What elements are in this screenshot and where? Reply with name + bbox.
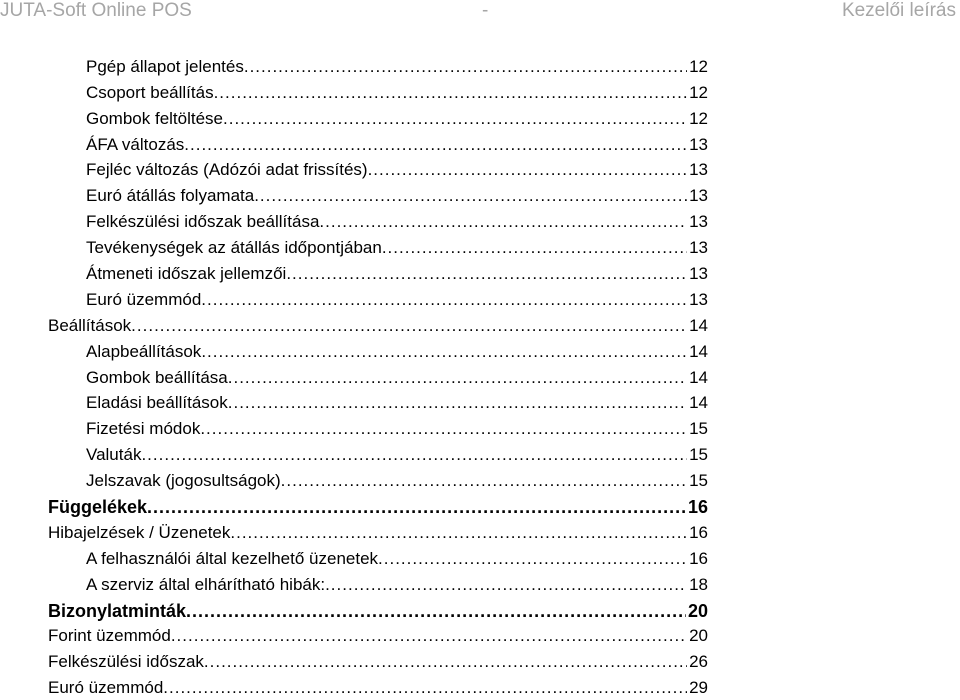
toc-dot-leader — [319, 212, 687, 232]
toc-entry-title: Euró átállás folyamata — [86, 186, 255, 206]
toc-entry-page-number: 13 — [689, 186, 708, 206]
toc-entry[interactable] — [0, 390, 960, 416]
toc-dot-leader — [186, 601, 686, 621]
toc-entry-page-number: 14 — [689, 367, 708, 387]
toc-entry-title: Hibajelzések / Üzenetek — [48, 522, 231, 542]
toc-dot-leader — [147, 497, 686, 517]
toc-entry[interactable] — [0, 182, 960, 208]
toc-dot-leader — [281, 471, 687, 491]
toc-entry[interactable] — [0, 674, 960, 700]
toc-dot-leader — [184, 135, 687, 155]
toc-dot-leader — [214, 83, 688, 103]
toc-entry-page-number: 13 — [689, 264, 708, 284]
toc-entry-title: Tevékenységek az átállás időpontjában — [86, 238, 382, 258]
toc-entry[interactable] — [0, 260, 960, 286]
toc-entry-page-number: 13 — [689, 238, 708, 258]
toc-entry-title: Beállítások — [48, 315, 132, 335]
toc-dot-leader — [141, 445, 687, 465]
toc-entry-page-number: 16 — [689, 522, 708, 542]
toc-entry-page-number: 12 — [689, 82, 708, 102]
toc-dot-leader — [204, 652, 687, 672]
toc-dot-leader — [228, 368, 687, 388]
toc-dot-leader — [200, 419, 687, 439]
toc-entry-page-number: 12 — [689, 108, 708, 128]
toc-entry[interactable] — [0, 623, 960, 649]
toc-entry-title: Euró üzemmód — [48, 678, 164, 698]
toc-entry-title: Gombok beállítása — [86, 367, 228, 387]
toc-entry[interactable] — [0, 338, 960, 364]
toc-entry-title: Átmeneti időszak jellemzői — [86, 264, 287, 284]
toc-entry-page-number: 12 — [689, 56, 708, 76]
toc-dot-leader — [201, 342, 687, 362]
toc-entry[interactable] — [0, 648, 960, 674]
toc-entry[interactable] — [0, 571, 960, 597]
toc-dot-leader — [378, 549, 687, 569]
toc-entry[interactable] — [0, 545, 960, 571]
toc-entry[interactable] — [0, 234, 960, 260]
toc-entry-page-number: 15 — [689, 419, 708, 439]
toc-entry-title: Gombok feltöltése — [86, 108, 224, 128]
toc-entry-title: A felhasználói által kezelhető üzenetek — [86, 548, 379, 568]
toc-entry-title: Bizonylatminták — [48, 600, 187, 621]
toc-entry[interactable] — [0, 597, 960, 623]
toc-entry-title: ÁFA változás — [86, 134, 185, 154]
toc-entry-title: Valuták — [86, 445, 142, 465]
toc-entry-page-number: 16 — [689, 548, 708, 568]
toc-entry[interactable] — [0, 441, 960, 467]
toc-entry[interactable] — [0, 105, 960, 131]
header-separator: - — [482, 0, 489, 21]
toc-entry-page-number: 15 — [689, 445, 708, 465]
toc-entry-title: Jelszavak (jogosultságok) — [86, 471, 281, 491]
toc-entry[interactable] — [0, 519, 960, 545]
toc-entry-page-number: 13 — [689, 160, 708, 180]
toc-entry-page-number: 29 — [689, 678, 708, 698]
toc-dot-leader — [223, 109, 687, 129]
toc-entry-title: Pgép állapot jelentés — [86, 56, 244, 76]
toc-entry[interactable] — [0, 364, 960, 390]
toc-entry-page-number: 15 — [689, 471, 708, 491]
toc-entry-title: Euró üzemmód — [86, 289, 202, 309]
page-header — [0, 0, 960, 24]
toc-entry[interactable] — [0, 467, 960, 493]
toc-entry[interactable] — [0, 208, 960, 234]
toc-entry-page-number: 13 — [689, 212, 708, 232]
toc-entry-title: Függelékek — [48, 497, 148, 518]
toc-entry-page-number: 16 — [687, 497, 708, 518]
toc-entry[interactable] — [0, 415, 960, 441]
header-app-title: JUTA-Soft Online POS — [0, 0, 192, 21]
toc-entry-title: Csoport beállítás — [86, 82, 214, 102]
toc-entry[interactable] — [0, 53, 960, 79]
toc-entry-title: Fejléc változás (Adózói adat frissítés) — [86, 160, 368, 180]
toc-entry-title: Forint üzemmód — [48, 626, 171, 646]
toc-dot-leader — [368, 160, 688, 180]
toc-entry[interactable] — [0, 157, 960, 183]
toc-dot-leader — [254, 186, 687, 206]
toc-dot-leader — [286, 264, 687, 284]
toc-entry-title: A szerviz által elhárítható hibák: — [86, 574, 326, 594]
toc-dot-leader — [244, 57, 687, 77]
toc-entry-title: Fizetési módok — [86, 419, 201, 439]
toc-entry-page-number: 14 — [689, 393, 708, 413]
toc-entry-title: Felkészülési időszak — [48, 652, 204, 672]
toc-entry-title: Alapbeállítások — [86, 341, 202, 361]
header-document-title: Kezelői leírás — [841, 0, 956, 21]
toc-entry[interactable] — [0, 79, 960, 105]
toc-entry[interactable] — [0, 131, 960, 157]
toc-dot-leader — [325, 575, 687, 595]
toc-dot-leader — [382, 238, 687, 258]
toc-dot-leader — [230, 523, 687, 543]
toc-entry-title: Felkészülési időszak beállítása — [86, 212, 320, 232]
toc-entry[interactable] — [0, 493, 960, 519]
toc-entry-page-number: 13 — [689, 134, 708, 154]
toc-dot-leader — [201, 290, 687, 310]
toc-entry-page-number: 20 — [687, 600, 708, 621]
table-of-contents — [0, 53, 960, 700]
toc-entry-page-number: 14 — [689, 315, 708, 335]
toc-dot-leader — [163, 678, 687, 698]
toc-entry-page-number: 26 — [689, 652, 708, 672]
toc-entry-page-number: 13 — [689, 289, 708, 309]
toc-entry-page-number: 18 — [689, 574, 708, 594]
toc-dot-leader — [171, 626, 687, 646]
toc-entry-page-number: 20 — [689, 626, 708, 646]
toc-dot-leader — [131, 316, 687, 336]
toc-entry[interactable] — [0, 312, 960, 338]
toc-entry[interactable] — [0, 286, 960, 312]
toc-entry-page-number: 14 — [689, 341, 708, 361]
toc-dot-leader — [228, 393, 687, 413]
toc-entry-title: Eladási beállítások — [86, 393, 228, 413]
